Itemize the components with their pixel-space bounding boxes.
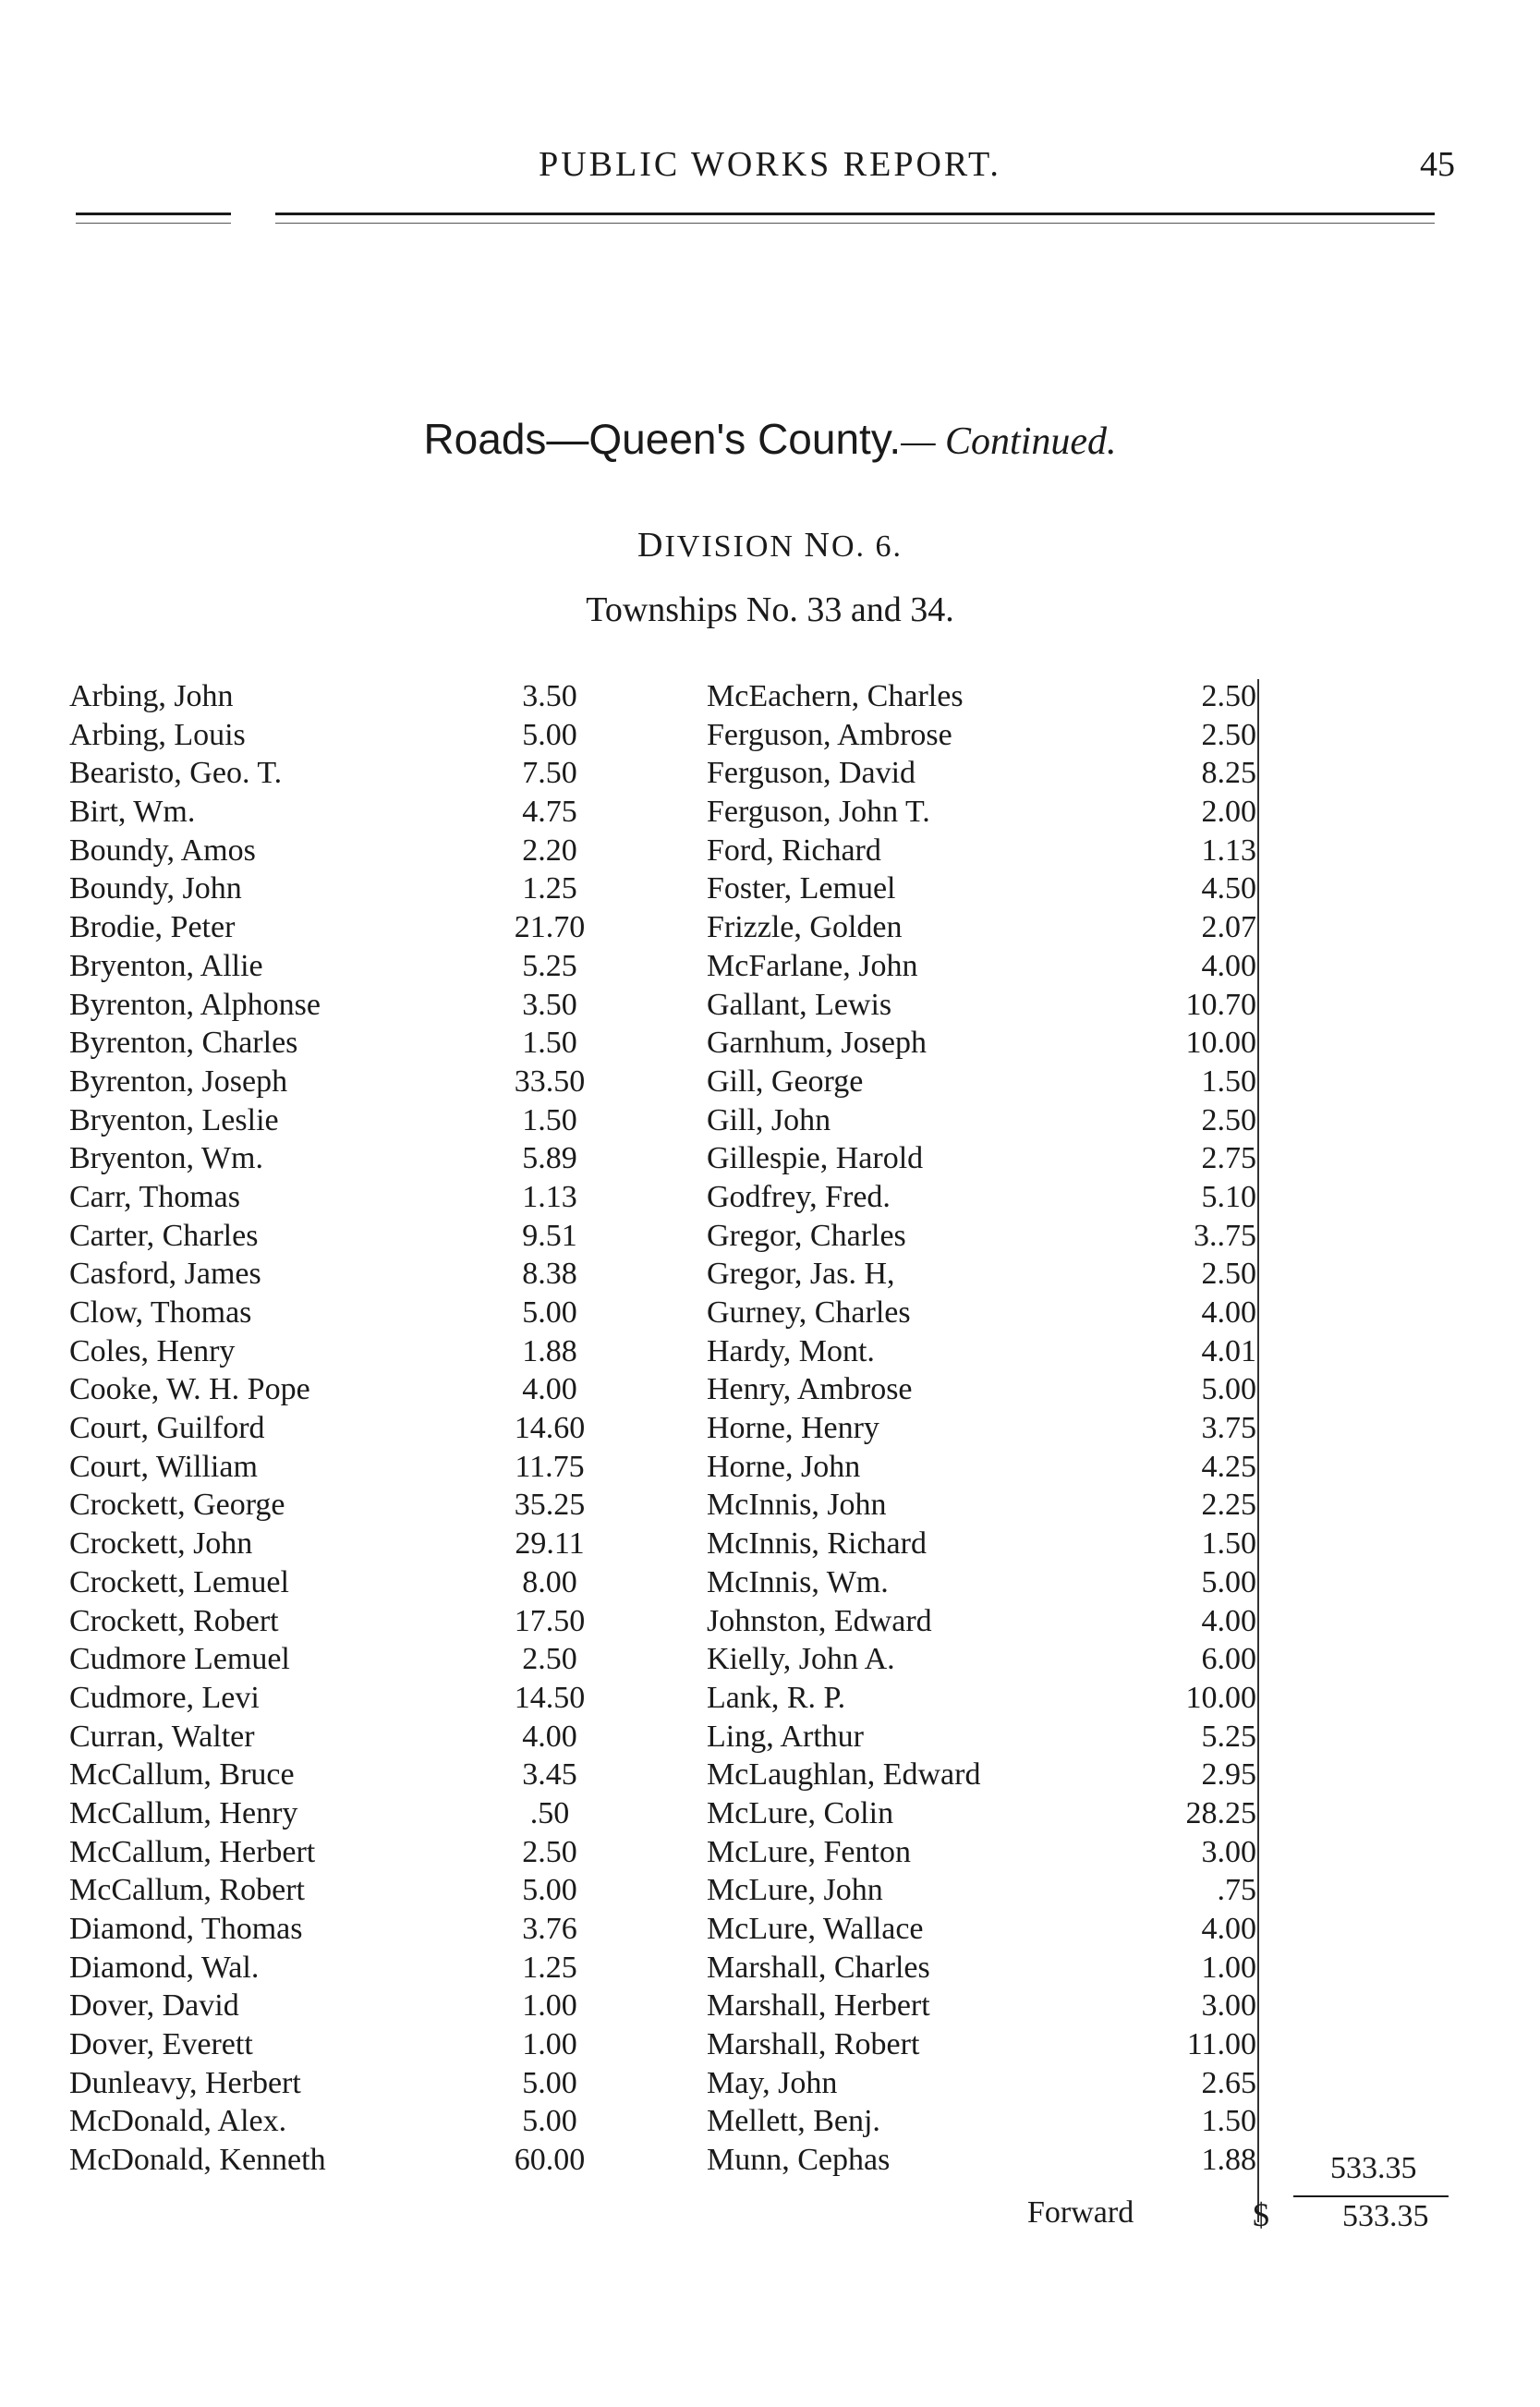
entry-amount: 3.45 — [522, 1757, 577, 1793]
list-item — [707, 677, 1261, 716]
entry-amount: .50 — [529, 1795, 570, 1830]
entry-amount: 2.07 — [1201, 910, 1256, 945]
entry-name: Arbing, Louis — [69, 717, 246, 752]
entry-name: Cudmore Lemuel — [69, 1642, 290, 1677]
list-item — [69, 2025, 624, 2064]
list-item — [707, 1756, 1261, 1794]
entry-amount: 8.00 — [522, 1564, 577, 1599]
entry-amount: 1.50 — [1201, 1526, 1256, 1562]
entry-name: May, John — [707, 2065, 838, 2100]
list-item — [707, 2102, 1261, 2141]
entry-name: Birt, Wm. — [69, 795, 196, 830]
entry-name: McCallum, Robert — [69, 1873, 305, 1908]
entry-amount: 3.76 — [522, 1912, 577, 1946]
list-item — [69, 1833, 624, 1872]
list-item — [69, 1910, 624, 1949]
entry-name: Bearisto, Geo. T. — [69, 756, 283, 791]
entry-amount: 5.00 — [522, 1295, 577, 1330]
currency-symbol: $ — [1253, 2196, 1269, 2233]
entry-amount: 2.50 — [522, 1642, 577, 1677]
entry-name: McLaughlan, Edward — [707, 1757, 981, 1793]
list-item — [69, 1370, 624, 1409]
list-item — [707, 908, 1261, 947]
entry-name: Foster, Lemuel — [707, 871, 896, 906]
entry-amount: 4.00 — [1201, 948, 1256, 983]
section-title — [0, 414, 1540, 464]
list-item — [69, 1101, 624, 1140]
entry-amount: 3.00 — [1201, 1834, 1256, 1869]
entry-name: Casford, James — [69, 1257, 261, 1292]
entry-name: Horne, Henry — [707, 1411, 879, 1446]
entry-name: Ferguson, John T. — [707, 795, 930, 830]
entry-amount: 4.75 — [522, 795, 577, 830]
entry-name: Munn, Cephas — [707, 2143, 891, 2178]
list-item — [707, 1949, 1261, 1988]
entry-amount: 2.25 — [1201, 1488, 1256, 1523]
entry-amount: 4.00 — [1201, 1295, 1256, 1330]
entry-amount: 5.00 — [522, 2104, 577, 2139]
entry-name: Curran, Walter — [69, 1719, 255, 1754]
entry-amount: 2.50 — [1201, 1102, 1256, 1137]
forward-amount: 533.35 — [1342, 2199, 1429, 2233]
entry-amount: 14.60 — [514, 1411, 586, 1446]
left-column — [69, 677, 624, 2180]
entry-name: Carr, Thomas — [69, 1179, 240, 1214]
entry-name: Bryenton, Allie — [69, 948, 263, 983]
entry-amount: 60.00 — [514, 2143, 586, 2178]
entry-amount: 4.00 — [1201, 1603, 1256, 1638]
list-item — [707, 1448, 1261, 1487]
list-item — [69, 1987, 624, 2025]
entry-name: McCallum, Henry — [69, 1795, 298, 1830]
entry-amount: 35.25 — [514, 1488, 586, 1523]
entry-name: Garnhum, Joseph — [707, 1026, 927, 1061]
list-item — [69, 1139, 624, 1178]
list-item — [707, 832, 1261, 870]
list-item — [707, 716, 1261, 755]
list-item — [707, 986, 1261, 1025]
entry-name: Marshall, Robert — [707, 2027, 920, 2062]
list-item — [707, 1370, 1261, 1409]
total-rule — [1293, 2195, 1449, 2197]
list-item — [707, 793, 1261, 832]
entry-amount: 3.50 — [522, 679, 577, 713]
entry-amount: 2.75 — [1201, 1141, 1256, 1176]
list-item — [707, 1024, 1261, 1063]
entry-name: Dunleavy, Herbert — [69, 2065, 301, 2100]
entry-amount: 5.00 — [522, 2065, 577, 2100]
entry-amount: 1.88 — [1201, 2143, 1256, 2178]
entry-name: Mellett, Benj. — [707, 2104, 880, 2139]
entry-amount: 1.00 — [522, 1988, 577, 2024]
list-item — [69, 1255, 624, 1294]
list-item — [69, 1563, 624, 1602]
entry-name: Arbing, John — [69, 679, 234, 713]
list-item — [707, 1718, 1261, 1757]
entry-amount: 28.25 — [1185, 1795, 1256, 1830]
entry-amount: 10.00 — [1185, 1680, 1256, 1715]
entry-name: Gregor, Jas. H, — [707, 1257, 895, 1292]
entry-amount: 3.00 — [1201, 1988, 1256, 2024]
entry-name: Court, Guilford — [69, 1411, 265, 1446]
entry-amount: 1.88 — [522, 1333, 577, 1368]
entry-amount: 3.75 — [1201, 1411, 1256, 1446]
entry-name: Crockett, John — [69, 1526, 253, 1562]
list-item — [707, 1178, 1261, 1217]
list-item — [69, 677, 624, 716]
entry-name: McInnis, Wm. — [707, 1564, 889, 1599]
list-item — [69, 986, 624, 1025]
list-item — [707, 1525, 1261, 1563]
entry-amount: 14.50 — [514, 1680, 586, 1715]
list-item — [707, 1063, 1261, 1101]
entry-amount: 5.00 — [1201, 1564, 1256, 1599]
entry-name: McCallum, Bruce — [69, 1757, 295, 1793]
list-item — [69, 1794, 624, 1833]
entry-amount: 6.00 — [1201, 1642, 1256, 1677]
entry-name: Gurney, Charles — [707, 1295, 911, 1330]
division-number: O. 6. — [831, 529, 903, 564]
entry-amount: 5.89 — [522, 1141, 577, 1176]
entry-amount: 2.50 — [1201, 717, 1256, 752]
header-rule — [76, 213, 231, 215]
list-item — [707, 1139, 1261, 1178]
entry-name: Ford, Richard — [707, 833, 881, 868]
list-item — [69, 1024, 624, 1063]
list-item — [69, 1602, 624, 1641]
entry-name: Godfrey, Fred. — [707, 1179, 891, 1214]
entry-name: Hardy, Mont. — [707, 1333, 875, 1368]
entry-name: McDonald, Alex. — [69, 2104, 287, 2139]
entry-amount: 8.25 — [1201, 756, 1256, 791]
entry-amount: 3..75 — [1194, 1218, 1256, 1253]
division-initial: D — [637, 526, 665, 565]
list-item — [707, 1679, 1261, 1718]
entry-amount: 10.70 — [1185, 987, 1256, 1022]
division-word: IVISION — [664, 529, 794, 564]
entry-amount: 1.50 — [1201, 2104, 1256, 2139]
list-item — [69, 1486, 624, 1525]
entry-amount: 7.50 — [522, 756, 577, 791]
entry-amount: 4.00 — [522, 1719, 577, 1754]
entry-amount: 1.25 — [522, 1950, 577, 1985]
entry-name: Crockett, Lemuel — [69, 1564, 289, 1599]
entry-name: Cudmore, Levi — [69, 1680, 260, 1715]
list-item — [707, 1602, 1261, 1641]
column-total: 533.35 — [1330, 2151, 1417, 2185]
entry-amount: 4.01 — [1201, 1333, 1256, 1368]
entry-name: Gallant, Lewis — [707, 987, 892, 1022]
entry-amount: 2.50 — [1201, 1257, 1256, 1292]
page-number: 45 — [1420, 145, 1455, 184]
right-column — [707, 677, 1261, 2180]
entry-amount: 5.00 — [522, 717, 577, 752]
entry-name: Ferguson, Ambrose — [707, 717, 952, 752]
entry-amount: 9.51 — [522, 1218, 577, 1253]
entry-name: Coles, Henry — [69, 1333, 236, 1368]
page-header-title: PUBLIC WORKS REPORT. — [539, 145, 1001, 184]
entry-name: Gregor, Charles — [707, 1218, 906, 1253]
list-item — [707, 1332, 1261, 1371]
entry-name: Byrenton, Charles — [69, 1026, 298, 1061]
list-item — [69, 1640, 624, 1679]
list-item — [69, 1718, 624, 1757]
entry-name: McLure, Wallace — [707, 1912, 924, 1946]
entry-amount: 2.50 — [1201, 679, 1256, 713]
entry-amount: 1.00 — [522, 2027, 577, 2062]
entry-amount: 4.50 — [1201, 871, 1256, 906]
list-item — [707, 1217, 1261, 1256]
entry-amount: 8.38 — [522, 1257, 577, 1292]
list-item — [69, 1949, 624, 1988]
list-item — [69, 1294, 624, 1332]
list-item — [69, 1871, 624, 1910]
townships-heading: Townships No. 33 and 34. — [586, 590, 954, 629]
entry-name: Byrenton, Joseph — [69, 1064, 288, 1099]
list-item — [707, 2141, 1261, 2180]
entry-name: McInnis, John — [707, 1488, 887, 1523]
entry-name: Crockett, George — [69, 1488, 285, 1523]
division-heading — [0, 525, 1540, 565]
entry-amount: 1.00 — [1201, 1950, 1256, 1985]
entry-name: Ling, Arthur — [707, 1719, 864, 1754]
entry-name: Clow, Thomas — [69, 1295, 252, 1330]
entry-amount: 1.13 — [522, 1179, 577, 1214]
entry-amount: 1.50 — [1201, 1064, 1256, 1099]
entry-name: Gill, John — [707, 1102, 831, 1137]
list-item — [707, 1910, 1261, 1949]
list-item — [69, 1409, 624, 1448]
division-number-initial: N — [804, 526, 831, 565]
list-item — [707, 869, 1261, 908]
entry-amount: 2.95 — [1201, 1757, 1256, 1793]
entry-amount: 4.00 — [522, 1372, 577, 1407]
entry-name: Brodie, Peter — [69, 910, 236, 945]
list-item — [69, 908, 624, 947]
entry-name: Bryenton, Wm. — [69, 1141, 263, 1176]
entry-amount: 21.70 — [514, 910, 586, 945]
section-continued: — Continued. — [901, 420, 1117, 463]
list-item — [707, 1486, 1261, 1525]
header-rule-long-thin — [275, 223, 1435, 224]
list-item — [69, 947, 624, 986]
entry-name: McCallum, Herbert — [69, 1834, 316, 1869]
list-item — [707, 1640, 1261, 1679]
entry-amount: 5.25 — [522, 948, 577, 983]
list-item — [69, 1756, 624, 1794]
list-item — [707, 1987, 1261, 2025]
entry-amount: 5.10 — [1201, 1179, 1256, 1214]
list-item — [69, 2064, 624, 2103]
list-item — [707, 1255, 1261, 1294]
list-item — [69, 716, 624, 755]
list-item — [707, 1294, 1261, 1332]
list-item — [707, 1563, 1261, 1602]
entry-name: McEachern, Charles — [707, 679, 964, 713]
list-item — [69, 1063, 624, 1101]
entry-name: Crockett, Robert — [69, 1603, 279, 1638]
entry-amount: 1.50 — [522, 1026, 577, 1061]
entry-name: Dover, David — [69, 1988, 239, 2024]
list-item — [707, 754, 1261, 793]
section-title-text: Roads—Queen's County. — [423, 415, 902, 463]
list-item — [707, 1871, 1261, 1910]
entry-amount: 1.25 — [522, 871, 577, 906]
list-item — [69, 1679, 624, 1718]
list-item — [707, 2025, 1261, 2064]
list-item — [69, 2102, 624, 2141]
entry-name: McLure, Colin — [707, 1795, 894, 1830]
entry-name: Gillespie, Harold — [707, 1141, 924, 1176]
entry-amount: 4.00 — [1201, 1912, 1256, 1946]
entry-name: McLure, Fenton — [707, 1834, 911, 1869]
list-item — [707, 1794, 1261, 1833]
entry-name: Court, William — [69, 1449, 258, 1484]
entry-name: Byrenton, Alphonse — [69, 987, 321, 1022]
list-item — [707, 1409, 1261, 1448]
list-item — [69, 2141, 624, 2180]
entry-name: Ferguson, David — [707, 756, 916, 791]
entry-name: Lank, R. P. — [707, 1680, 846, 1715]
list-item — [707, 947, 1261, 986]
entry-name: Cooke, W. H. Pope — [69, 1372, 310, 1407]
entry-name: McInnis, Richard — [707, 1526, 927, 1562]
entry-amount: 2.00 — [1201, 795, 1256, 830]
entry-name: Diamond, Wal. — [69, 1950, 260, 1985]
entry-name: Horne, John — [707, 1449, 861, 1484]
entry-name: Johnston, Edward — [707, 1603, 932, 1638]
entry-amount: 17.50 — [514, 1603, 586, 1638]
entry-name: McDonald, Kenneth — [69, 2143, 326, 2178]
entry-name: Marshall, Herbert — [707, 1988, 930, 2024]
header-rule-long — [275, 213, 1435, 215]
list-item — [69, 869, 624, 908]
entry-name: Marshall, Charles — [707, 1950, 930, 1985]
entry-amount: 5.25 — [1201, 1719, 1256, 1754]
entry-name: Dover, Everett — [69, 2027, 253, 2062]
entry-amount: .75 — [1217, 1873, 1256, 1908]
entry-amount: 11.75 — [515, 1449, 585, 1484]
header-rule-thin — [76, 223, 231, 224]
entry-amount: 5.00 — [1201, 1372, 1256, 1407]
amount-column-rule — [1257, 679, 1259, 2222]
entry-amount: 5.00 — [522, 1873, 577, 1908]
entry-amount: 2.65 — [1201, 2065, 1256, 2100]
list-item — [69, 1217, 624, 1256]
entry-amount: 1.13 — [1201, 833, 1256, 868]
entry-name: Frizzle, Golden — [707, 910, 903, 945]
list-item — [69, 1332, 624, 1371]
entry-name: McLure, John — [707, 1873, 883, 1908]
entry-amount: 2.20 — [522, 833, 577, 868]
entry-name: Boundy, Amos — [69, 833, 256, 868]
list-item — [69, 1178, 624, 1217]
entry-amount: 3.50 — [522, 987, 577, 1022]
entry-amount: 11.00 — [1186, 2027, 1256, 2062]
entry-amount: 4.25 — [1201, 1449, 1256, 1484]
entry-name: McFarlane, John — [707, 948, 918, 983]
entry-amount: 29.11 — [515, 1526, 585, 1562]
entry-name: Carter, Charles — [69, 1218, 259, 1253]
list-item — [707, 1833, 1261, 1872]
entry-name: Bryenton, Leslie — [69, 1102, 279, 1137]
entry-name: Boundy, John — [69, 871, 242, 906]
entry-amount: 2.50 — [522, 1834, 577, 1869]
list-item — [69, 1525, 624, 1563]
entry-name: Diamond, Thomas — [69, 1912, 303, 1946]
entry-amount: 1.50 — [522, 1102, 577, 1137]
entry-amount: 33.50 — [514, 1064, 586, 1099]
entry-name: Gill, George — [707, 1064, 864, 1099]
list-item — [69, 832, 624, 870]
list-item — [707, 1101, 1261, 1140]
list-item — [69, 1448, 624, 1487]
forward-label: Forward — [1027, 2195, 1134, 2230]
list-item — [69, 793, 624, 832]
list-item — [707, 2064, 1261, 2103]
list-item — [69, 754, 624, 793]
entry-amount: 10.00 — [1185, 1026, 1256, 1061]
entry-name: Kielly, John A. — [707, 1642, 895, 1677]
entry-name: Henry, Ambrose — [707, 1372, 913, 1407]
